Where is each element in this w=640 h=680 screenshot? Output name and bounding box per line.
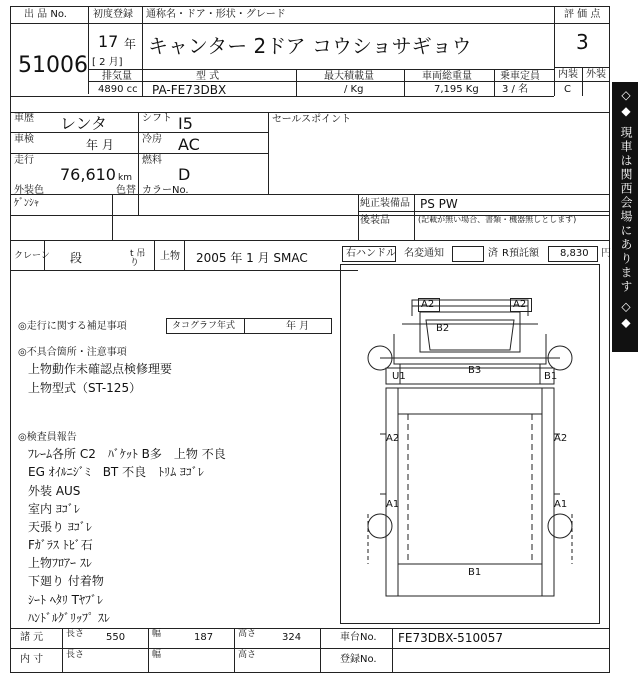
body-label: 上物 [160, 251, 180, 262]
interior-label: 内装 [558, 69, 578, 80]
run-remarks-title: ◎走行に関する補足事項 [18, 321, 127, 332]
chassis-number: FE73DBX-510057 [398, 631, 503, 645]
inspector-line-3: 外装 AUS [28, 484, 81, 498]
color: ｹﾞﾝｼｬ [14, 198, 39, 209]
width: 187 [194, 632, 214, 643]
history: レンタ [60, 114, 107, 133]
inspector-line-4: 室内 ﾖｺﾞﾚ [28, 502, 80, 516]
mileage: 76,610 [60, 165, 116, 184]
side-note: ◇◆ 現車は関西会場にあります ◇◆ [619, 88, 633, 332]
gross-weight-label: 車両総重量 [422, 71, 472, 82]
color-change-label: 色替 [116, 185, 136, 196]
mark-rear: B1 [468, 567, 482, 578]
inspector-line-6: Fｶﾞﾗｽ ﾄﾋﾞ石 [28, 538, 93, 552]
right-handle: 右ハンドル [346, 248, 396, 259]
lot-label: 出 品 No. [24, 9, 67, 20]
crane-ton: t 吊り [130, 249, 146, 268]
first-reg-year: 17 [98, 32, 119, 51]
inspector-line-7: 上物ﾌﾛｱｰ ｽﾚ [28, 556, 92, 570]
max-load: / Kg [344, 84, 364, 95]
model-code: PA-FE73DBX [152, 83, 227, 97]
gross-weight: 7,195 Kg [434, 84, 479, 95]
ac: AC [178, 135, 200, 154]
crane-label: クレーン [14, 251, 50, 261]
r-meter-unit: 円 [601, 248, 611, 259]
mark-front-right: A2 [513, 299, 527, 310]
displacement: 4890 cc [98, 84, 138, 95]
interior-grade: C [564, 84, 571, 95]
tacho-unit: 年 月 [286, 321, 310, 332]
color-no-label: カラーNo. [142, 185, 189, 196]
year-unit: 年 [124, 37, 137, 51]
mark-right-upper: A2 [554, 433, 568, 444]
model-label: 型 式 [196, 71, 220, 82]
dims-label: 諸 元 [20, 632, 44, 643]
defect-1: 上物動作未確認点検修理要 [28, 362, 173, 376]
fuel-label: 燃料 [142, 155, 162, 166]
sales-point-label: セールスポイント [272, 114, 352, 125]
defect-2: 上物型式（ST-125） [28, 381, 142, 395]
capacity: 3 / 名 [502, 84, 529, 95]
capacity-label: 乗車定員 [500, 71, 540, 82]
defects-title: ◎不具合箇所・注意事項 [18, 347, 127, 358]
r-meter-value: 8,830 [560, 248, 589, 259]
height: 324 [282, 632, 302, 643]
accessories-label: 後装品 [360, 215, 390, 226]
inner-dims-label: 内 寸 [20, 654, 44, 665]
accessories-note: (記載が無い場合、書類・機器無しとします) [418, 215, 577, 224]
crane-stage: 段 [70, 251, 83, 265]
mileage-unit: km [118, 173, 132, 183]
inspector-title: ◎検査員報告 [18, 432, 77, 443]
inner-width-label: 幅 [152, 650, 162, 660]
inspection-label: 車検 [14, 134, 34, 145]
equipment: PS PW [420, 197, 458, 211]
r-meter-label: R預託額 [502, 248, 539, 259]
car-name-label: 通称名・ドア・形状・グレード [146, 9, 286, 20]
inner-length-label: 長さ [66, 650, 85, 660]
inspector-line-10: ﾊﾝﾄﾞﾙｸﾞﾘｯﾌﾟ ｽﾚ [28, 611, 110, 625]
first-reg-label: 初度登録 [93, 9, 133, 20]
mark-hood: B2 [436, 323, 450, 334]
tacho-label: タコグラフ年式 [172, 321, 236, 331]
grade-label: 評 価 点 [564, 9, 601, 20]
mark-u1: U1 [392, 371, 406, 382]
mark-front-left: A2 [421, 299, 435, 310]
color-label: 外装色 [14, 185, 44, 196]
ac-label: 冷房 [142, 134, 162, 145]
equipment-label: 純正装備品 [360, 198, 410, 209]
lot-number: 51006 [18, 53, 88, 78]
width-label: 幅 [152, 629, 162, 639]
mark-left-lower: A1 [386, 499, 400, 510]
length: 550 [106, 632, 126, 643]
inspector-line-1: ﾌﾚｰﾑ各所 C2 ﾊﾞｹｯﾄ B多 上物 不良 [28, 447, 226, 461]
body-value: 2005 年 1 月 SMAC [196, 251, 308, 265]
meter-label: 名変通知 [404, 248, 444, 259]
exterior-label: 外装 [586, 69, 606, 80]
height-label: 高さ [238, 629, 257, 639]
inspection: 年 月 [86, 138, 114, 152]
fuel: D [178, 165, 191, 184]
meter-box [452, 246, 484, 262]
mark-right-lower: A1 [554, 499, 568, 510]
mark-roof: B3 [468, 365, 482, 376]
displacement-label: 排気量 [102, 71, 132, 82]
inspector-line-2: EG ｵｲﾙﾆｼﾞﾐ BT 不良 ﾄﾘﾑ ﾖｺﾞﾚ [28, 465, 204, 479]
registration-label: 登録No. [340, 654, 377, 665]
first-reg-month: [ 2 月] [92, 57, 123, 68]
inspector-line-5: 天張り ﾖｺﾞﾚ [28, 520, 92, 534]
mark-left-upper: A2 [386, 433, 400, 444]
mileage-label: 走行 [14, 155, 34, 166]
chassis-label: 車台No. [340, 632, 377, 643]
inspector-line-8: 下廻り 付着物 [28, 574, 104, 588]
warranty-label: 済 [488, 248, 498, 259]
length-label: 長さ [66, 629, 85, 639]
history-label: 車歴 [14, 113, 34, 124]
inner-height-label: 高さ [238, 650, 257, 660]
car-name: キャンター 2ドア コウショサギョウ [148, 34, 472, 58]
max-load-label: 最大積載量 [324, 71, 374, 82]
inspector-line-9: ｼｰﾄ ﾍﾀﾘ Tﾔﾌﾞﾚ [28, 593, 103, 607]
shift: I5 [178, 114, 193, 133]
overall-grade: 3 [576, 30, 589, 54]
shift-label: シフト [142, 113, 172, 124]
mark-right-b1: B1 [544, 371, 558, 382]
